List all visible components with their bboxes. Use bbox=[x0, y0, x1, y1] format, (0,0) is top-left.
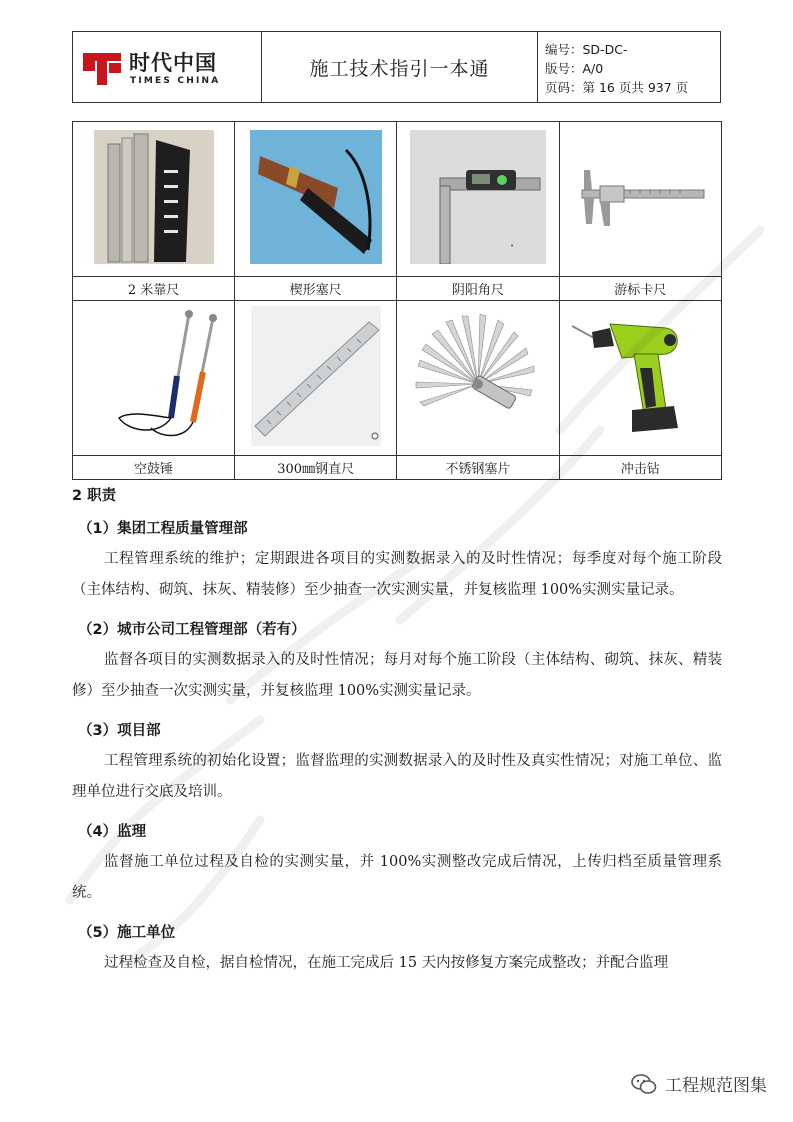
tool-image-steel-ruler bbox=[235, 301, 397, 456]
tool-label: 不锈钢塞片 bbox=[397, 456, 559, 480]
hollow-drum-hammer-icon bbox=[89, 306, 219, 446]
steel-ruler-icon bbox=[251, 306, 381, 446]
logo-english-text: TIMES CHINA bbox=[130, 76, 221, 86]
subsection-text: 过程检查及自检，据自检情况，在施工完成后 15 天内按修复方案完成整改；并配合监理 bbox=[104, 955, 669, 971]
times-china-logo-icon bbox=[81, 47, 123, 87]
tool-image-impact-drill bbox=[559, 301, 721, 456]
wechat-icon bbox=[631, 1073, 657, 1095]
tools-table bbox=[72, 121, 722, 480]
subsection-text: 监督施工单位过程及自检的实测实量，并 100%实测整改完成后情况，上传归档至质量管理系统。 bbox=[72, 854, 722, 901]
feeler-gauge-set-icon bbox=[408, 306, 548, 446]
tool-image-straightedge bbox=[73, 122, 235, 277]
straightedge-ruler-icon bbox=[94, 130, 214, 264]
tool-label: 冲击钻 bbox=[559, 456, 721, 480]
impact-drill-icon bbox=[570, 306, 710, 446]
tool-label: 300㎜钢直尺 bbox=[235, 456, 397, 480]
document-title: 施工技术指引一本通 bbox=[262, 32, 538, 102]
subsection-text: 工程管理系统的维护；定期跟进各项目的实测数据录入的及时性情况；每季度对每个施工阶段（主体结构、砌筑、抹灰、精装修）至少抽查一次实测实量，并复核监理 100%实测实量记录。 bbox=[72, 551, 722, 598]
tool-label: 游标卡尺 bbox=[559, 277, 721, 301]
page-number: 页码：第 16 页共 937 页 bbox=[545, 80, 689, 95]
doc-number: 编号：SD-DC- bbox=[545, 42, 628, 57]
tool-image-hollow-hammer bbox=[73, 301, 235, 456]
subsection-title: （5）施工单位 bbox=[78, 925, 176, 941]
tool-label: 楔形塞尺 bbox=[235, 277, 397, 301]
logo-chinese-text: 时代中国 bbox=[129, 51, 217, 75]
subsection-text: 工程管理系统的初始化设置；监督监理的实测数据录入的及时性及真实性情况；对施工单位、监理单位进行交底及培训。 bbox=[72, 753, 722, 800]
tool-image-vernier-caliper bbox=[559, 122, 721, 277]
corner-square-icon bbox=[410, 130, 546, 264]
tool-label: 2 米靠尺 bbox=[73, 277, 235, 301]
tool-image-feeler-set bbox=[397, 301, 559, 456]
tool-image-corner-square bbox=[397, 122, 559, 277]
tool-label: 空鼓锤 bbox=[73, 456, 235, 480]
footer-brand bbox=[631, 1071, 767, 1096]
wedge-feeler-gauge-icon bbox=[250, 130, 382, 264]
doc-version: 版号：A/0 bbox=[545, 61, 604, 76]
subsection-title: （2）城市公司工程管理部（若有） bbox=[78, 622, 306, 638]
tool-label: 阴阳角尺 bbox=[397, 277, 559, 301]
document-meta bbox=[538, 32, 720, 102]
subsection-title: （4）监理 bbox=[78, 824, 147, 840]
tool-image-wedge-gauge bbox=[235, 122, 397, 277]
footer-brand-text: 工程规范图集 bbox=[665, 1076, 767, 1096]
section-heading: 2 职责 bbox=[72, 488, 117, 504]
document-header bbox=[72, 31, 721, 103]
subsection-text: 监督各项目的实测数据录入的及时性情况；每月对每个施工阶段（主体结构、砌筑、抹灰、精装修）至少抽查一次实测实量，并复核监理 100%实测实量记录。 bbox=[72, 652, 722, 699]
subsection-title: （1）集团工程质量管理部 bbox=[78, 521, 248, 537]
responsibilities-section bbox=[72, 484, 722, 979]
company-logo bbox=[73, 32, 262, 102]
vernier-caliper-icon bbox=[570, 130, 710, 264]
subsection-title: （3）项目部 bbox=[78, 723, 161, 739]
svg-text:•: • bbox=[509, 242, 515, 250]
